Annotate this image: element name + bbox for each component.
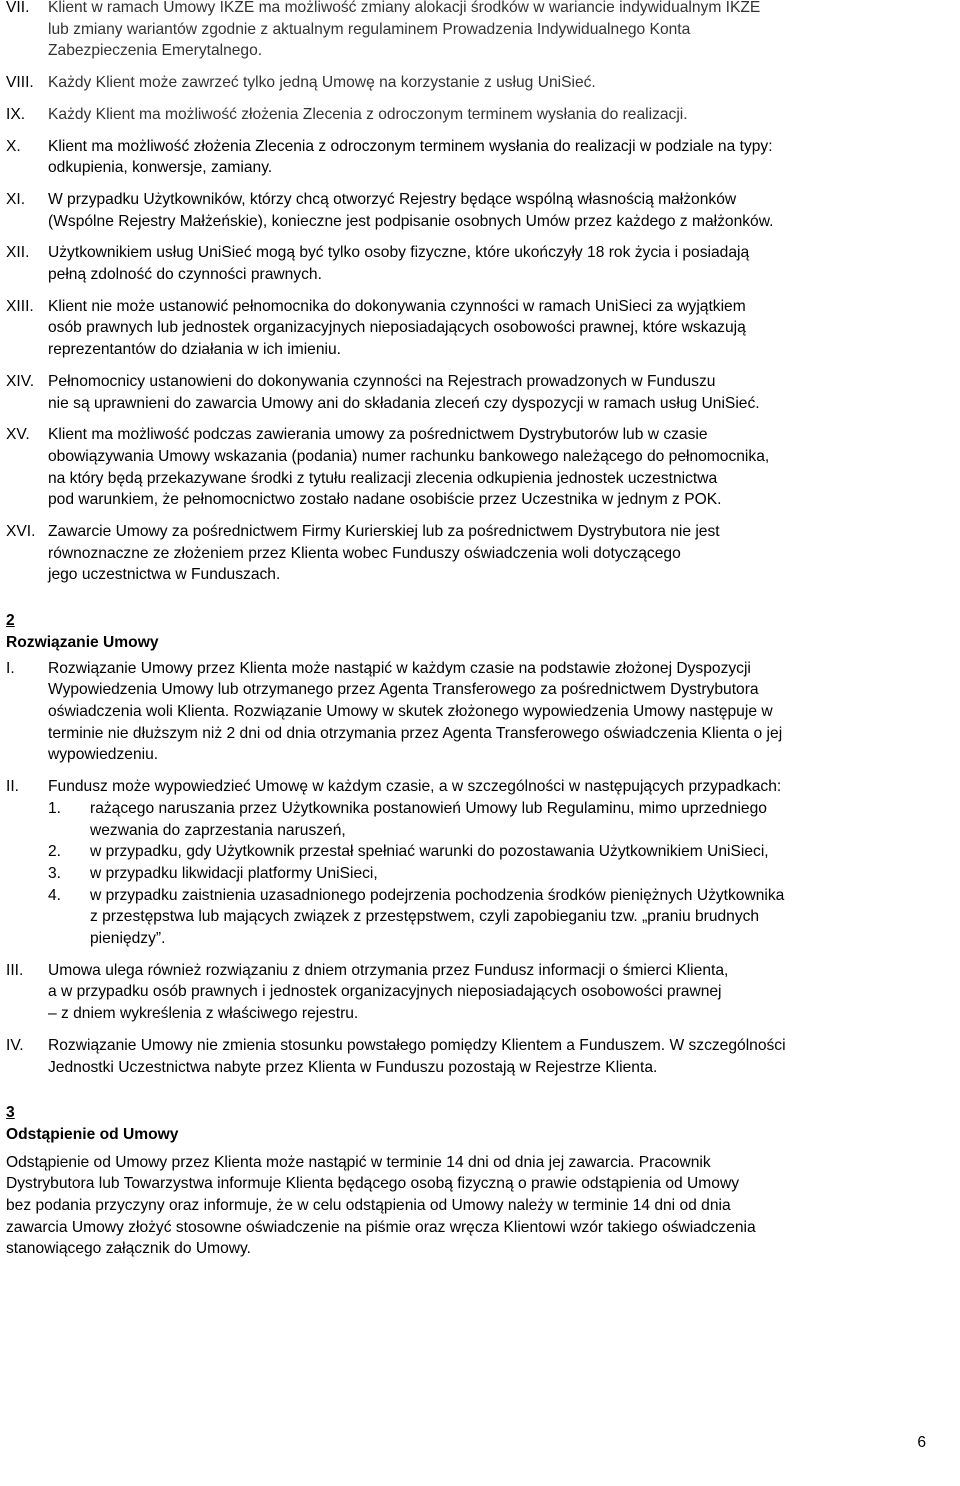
text-line: Klient nie może ustanowić pełnomocnika do dokonywania czynności w ramach UniSieci za wyjątkiem xyxy=(48,297,746,315)
section-number: 2 xyxy=(6,612,15,630)
text-line: oświadczenia woli Klienta. Rozwiązanie Umowy w skutek złożonego wypowiedzenia Umowy następuje w xyxy=(48,702,773,720)
text-line: pod warunkiem, że pełnomocnictwo zostało nadane osobiście przez Uczestnika w jednym z POK. xyxy=(48,491,722,509)
sub-item-number: 4. xyxy=(48,886,62,904)
item-number: XIV. xyxy=(6,372,35,390)
section-title: Odstąpienie od Umowy xyxy=(6,1125,179,1143)
text-line: terminie nie dłuższym niż 2 dni od dnia otrzymania przez Agenta Transferowego oświadczenia Klienta o jej xyxy=(48,724,783,742)
sub-item-number: 1. xyxy=(48,799,62,817)
text-line: reprezentantów do działania w ich imieniu. xyxy=(48,341,341,359)
text-line: – z dniem wykreślenia z właściwego rejestru. xyxy=(48,1005,359,1023)
section-number: 3 xyxy=(6,1104,15,1122)
text-line: pieniędzy”. xyxy=(90,930,166,948)
text-line: Fundusz może wypowiedzieć Umowę w każdym czasie, a w szczególności w następujących przypadkach: xyxy=(48,778,782,796)
sub-item-number: 3. xyxy=(48,864,62,882)
item-number: XII. xyxy=(6,244,30,262)
text-line: Każdy Klient może zawrzeć tylko jedną Umowę na korzystanie z usług UniSieć. xyxy=(48,74,596,92)
text-line: Pełnomocnicy ustanowieni do dokonywania czynności na Rejestrach prowadzonych w Funduszu xyxy=(48,372,716,390)
sub-item xyxy=(48,885,956,950)
text-line: nie są uprawnieni do zawarcia Umowy ani do składania zleceń czy dyspozycji w ramach usług UniSieć. xyxy=(48,394,760,412)
text-line: Klient ma możliwość podczas zawierania umowy za pośrednictwem Dystrybutorów lub w czasie xyxy=(48,426,708,444)
item-number: X. xyxy=(6,137,21,155)
text-line: Dystrybutora lub Towarzystwa informuje Klienta będącego osobą fizyczną o prawie odstąpienia od Umowy xyxy=(6,1175,739,1193)
list-item-s2-iii xyxy=(6,960,956,1025)
item-number: XV. xyxy=(6,426,30,444)
text-line: Rozwiązanie Umowy nie zmienia stosunku powstałego pomiędzy Klientem a Funduszem. W szczególności xyxy=(48,1036,786,1054)
text-line: w przypadku, gdy Użytkownik przestał spełniać warunki do pozostawania Użytkownikiem UniSieci, xyxy=(90,843,769,861)
text-line: w przypadku zaistnienia uzasadnionego podejrzenia pochodzenia środków pieniężnych Użytkownika xyxy=(90,886,785,904)
list-item-x xyxy=(6,136,956,179)
item-number: IV. xyxy=(6,1036,24,1054)
list-item-ix xyxy=(6,104,956,126)
text-line: Umowa ulega również rozwiązaniu z dniem otrzymania przez Fundusz informacji o śmierci Klienta, xyxy=(48,961,729,979)
text-line: Klient ma możliwość złożenia Zlecenia z odroczonym terminem wysłania do realizacji w podziale na typy: xyxy=(48,137,773,155)
item-number: VIII. xyxy=(6,74,34,92)
list-item-viii xyxy=(6,72,956,94)
text-line: rażącego naruszania przez Użytkownika postanowień Umowy lub Regulaminu, mimo uprzedniego xyxy=(90,799,767,817)
text-line: Klient w ramach Umowy IKZE ma możliwość zmiany alokacji środków w wariancie indywidualnym IKZE xyxy=(48,0,761,16)
item-number: VII. xyxy=(6,0,30,16)
text-line: (Wspólne Rejestry Małżeńskie), konieczne jest podpisanie osobnych Umów przez każdego z małżonków. xyxy=(48,212,774,230)
text-line: wezwania do zaprzestania naruszeń, xyxy=(90,821,346,839)
item-number: III. xyxy=(6,961,24,979)
text-line: bez podania przyczyny oraz informuje, że w celu odstąpienia od Umowy należy w terminie 14 dni od dnia xyxy=(6,1197,731,1215)
list-item-xiii xyxy=(6,296,956,361)
item-number: IX. xyxy=(6,105,26,123)
text-line: Użytkownikiem usług UniSieć mogą być tylko osoby fizyczne, które ukończyły 18 rok życia i posiadają xyxy=(48,244,750,262)
item-number: I. xyxy=(6,659,15,677)
text-line: Wypowiedzenia Umowy lub otrzymanego przez Agenta Transferowego za pośrednictwem Dystrybutora xyxy=(48,681,759,699)
sub-item xyxy=(48,798,956,841)
list-item-xvi xyxy=(6,521,956,586)
text-line: Rozwiązanie Umowy przez Klienta może nastąpić w każdym czasie na podstawie złożonej Dyspozycji xyxy=(48,659,751,677)
text-line: zawarcia Umowy złożyć stosowne oświadczenie na piśmie oraz wręcza Klientowi wzór takiego oświadczenia xyxy=(6,1218,756,1236)
list-item-s2-ii xyxy=(6,776,956,950)
list-item-xii xyxy=(6,242,956,285)
text-line: W przypadku Użytkowników, którzy chcą otworzyć Rejestry będące wspólną własnością małżonków xyxy=(48,190,737,208)
text-line: w przypadku likwidacji platformy UniSieci, xyxy=(90,864,378,882)
text-line: obowiązywania Umowy wskazania (podania) numer rachunku bankowego należącego do pełnomocnika, xyxy=(48,447,770,465)
text-line: na który będą przekazywane środki z tytułu realizacji zlecenia odkupienia jednostek uczestnictwa xyxy=(48,469,718,487)
sub-item-number: 2. xyxy=(48,843,62,861)
text-line: jego uczestnictwa w Funduszach. xyxy=(48,566,281,584)
page-number: 6 xyxy=(917,1434,926,1451)
text-line: z przestępstwa lub mających związek z przestępstwem, czyli zapobieganiu tzw. „praniu brudnych xyxy=(90,908,760,926)
section-2-heading xyxy=(6,610,956,653)
item-number: II. xyxy=(6,778,19,796)
sub-item xyxy=(48,841,956,863)
list-item-s2-i xyxy=(6,658,956,767)
section-3-heading xyxy=(6,1102,956,1145)
list-item-xi xyxy=(6,189,956,232)
list-item-xiv xyxy=(6,371,956,414)
section-3-paragraph xyxy=(6,1152,956,1261)
text-line: Każdy Klient ma możliwość złożenia Zlecenia z odroczonym terminem wysłania do realizacji. xyxy=(48,105,688,123)
text-line: Jednostki Uczestnictwa nabyte przez Klienta w Funduszu pozostają w Rejestrze Klienta. xyxy=(48,1058,658,1076)
text-line: równoznaczne ze złożeniem przez Klienta wobec Funduszy oświadczenia woli dotyczącego xyxy=(48,544,681,562)
text-line: Zabezpieczenia Emerytalnego. xyxy=(48,42,263,60)
text-line: stanowiącego załącznik do Umowy. xyxy=(6,1240,251,1258)
item-number: XIII. xyxy=(6,297,34,315)
text-line: lub zmiany wariantów zgodnie z aktualnym regulaminem Prowadzenia Indywidualnego Konta xyxy=(48,20,691,38)
document-page xyxy=(6,0,956,1260)
list-item-s2-iv xyxy=(6,1035,956,1078)
list-item-xv xyxy=(6,424,956,511)
item-number: XI. xyxy=(6,190,26,208)
sub-item xyxy=(48,863,956,885)
text-line: pełną zdolność do czynności prawnych. xyxy=(48,266,322,284)
text-line: a w przypadku osób prawnych i jednostek organizacyjnych nieposiadających osobowości prawnej xyxy=(48,983,722,1001)
text-line: wypowiedzeniu. xyxy=(48,746,159,764)
section-title: Rozwiązanie Umowy xyxy=(6,633,159,651)
text-line: osób prawnych lub jednostek organizacyjnych nieposiadających osobowości prawnej, które wskazują xyxy=(48,319,746,337)
list-item-vii xyxy=(6,0,956,62)
text-line: Odstąpienie od Umowy przez Klienta może nastąpić w terminie 14 dni od dnia jej zawarcia. Pracownik xyxy=(6,1153,711,1171)
text-line: Zawarcie Umowy za pośrednictwem Firmy Kurierskiej lub za pośrednictwem Dystrybutora nie jest xyxy=(48,523,720,541)
item-number: XVI. xyxy=(6,523,36,541)
text-line: odkupienia, konwersje, zamiany. xyxy=(48,159,273,177)
